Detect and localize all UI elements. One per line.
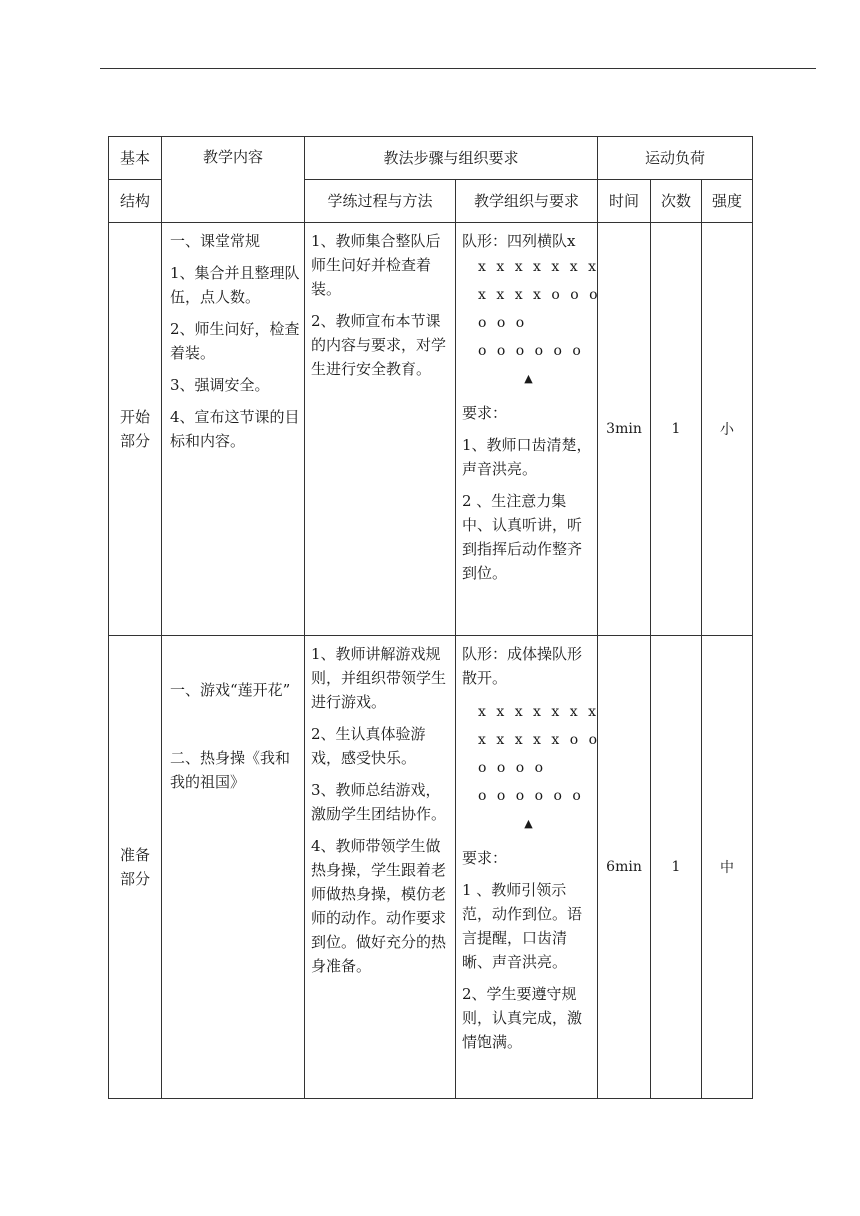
header-row-1 [109, 137, 753, 180]
section-name-line2: 部分 [119, 870, 150, 888]
time-value: 3min [598, 223, 651, 636]
header-load: 运动负荷 [598, 137, 753, 180]
count-value: 1 [651, 636, 702, 1099]
page-header-rule [100, 68, 816, 69]
time-value: 6min [598, 636, 651, 1099]
header-structure-top: 基本 [109, 137, 162, 180]
formation-row: o o o o o o [478, 343, 584, 359]
section-row-prep [109, 636, 753, 1099]
organization-cell [456, 223, 601, 636]
header-count: 次数 [651, 180, 702, 223]
content-item: 一、课堂常规 [170, 232, 261, 250]
count-value: 1 [651, 223, 702, 636]
content-item: 4、宣布这节课的目标和内容。 [170, 408, 300, 450]
content-item: 2、师生问好，检查着装。 [170, 320, 300, 362]
process-item: 2、教师宣布本节课的内容与要求，对学生进行安全教育。 [311, 312, 447, 378]
section-row-start [109, 223, 753, 636]
header-method: 教法步骤与组织要求 [305, 137, 598, 180]
formation-row: x x x x o o o [478, 287, 601, 303]
header-process: 学练过程与方法 [305, 180, 456, 223]
requirement-item: 1、教师口齿清楚，声音洪亮。 [462, 436, 592, 478]
process-item: 1、教师讲解游戏规则，并组织带领学生进行游戏。 [311, 645, 447, 711]
process-cell [305, 223, 456, 636]
formation-row: o o o o o o [478, 788, 584, 804]
intensity-value: 小 [702, 223, 753, 636]
formation-row: o o o o [478, 760, 547, 776]
formation-title: 队形：成体操队形散开。 [462, 645, 583, 687]
section-name [109, 223, 162, 636]
section-name-line1: 准备 [119, 846, 150, 864]
content-item: 一、游戏“莲开花” [170, 681, 291, 699]
section-name [109, 636, 162, 1099]
header-organization: 教学组织与要求 [456, 180, 598, 223]
organization-cell [456, 636, 601, 1099]
content-item: 3、强调安全。 [170, 376, 270, 394]
requirement-item: 2、学生要遵守规则，认真完成，激情饱满。 [462, 985, 583, 1051]
section-name-line1: 开始 [119, 408, 150, 426]
formation-row: x x x x x x x [478, 704, 599, 720]
process-item: 4、教师带领学生做热身操，学生跟着老师做热身操，模仿老师的动作。动作要求到位。做好充分的热身准备。 [311, 837, 447, 975]
content-cell [162, 636, 305, 1099]
header-structure-bottom: 结构 [109, 180, 162, 223]
teacher-triangle-icon: ▲ [524, 817, 533, 830]
requirement-item: 1 、教师引领示范，动作到位。语言提醒，口齿清晰、声音洪亮。 [462, 881, 583, 971]
content-cell [162, 223, 305, 636]
requirements-title: 要求： [462, 404, 508, 422]
formation-title: 队形：四列横队x [462, 232, 576, 250]
process-item: 1、教师集合整队后师生问好并检查着装。 [311, 232, 441, 298]
requirement-item: 2 、生注意力集中、认真听讲，听到指挥后动作整齐到位。 [462, 492, 583, 582]
content-item: 二、热身操《我和我的祖国》 [170, 749, 291, 791]
header-time: 时间 [598, 180, 651, 223]
formation-row: x x x x x o o [478, 732, 601, 748]
lesson-plan-table [108, 136, 753, 1099]
header-content: 教学内容 [162, 137, 305, 223]
process-item: 2、生认真体验游戏，感受快乐。 [311, 725, 426, 767]
formation-row: x x x x x x x [478, 259, 599, 275]
header-intensity: 强度 [702, 180, 753, 223]
requirements-title: 要求： [462, 849, 508, 867]
formation-row: o o o [478, 315, 528, 331]
process-item: 3、教师总结游戏，激励学生团结协作。 [311, 781, 447, 823]
section-name-line2: 部分 [119, 432, 150, 450]
intensity-value: 中 [702, 636, 753, 1099]
process-cell [305, 636, 456, 1099]
teacher-triangle-icon: ▲ [524, 372, 533, 385]
content-item: 1、集合并且整理队伍，点人数。 [170, 264, 300, 306]
